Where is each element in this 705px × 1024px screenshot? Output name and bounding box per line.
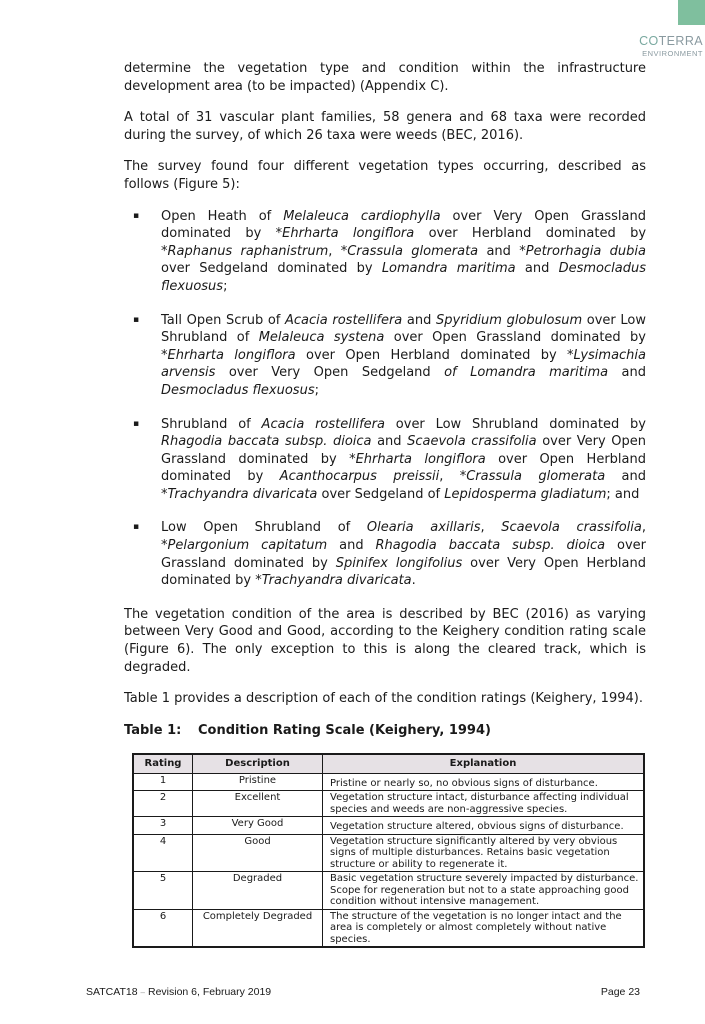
list-item bbox=[124, 519, 646, 589]
table-header-row bbox=[133, 754, 644, 773]
text-run: , * bbox=[328, 243, 348, 259]
header-description: Description bbox=[193, 754, 323, 773]
species-name: Melaleuca cardiophylla bbox=[283, 208, 441, 224]
text-run: and * bbox=[478, 243, 526, 259]
cell-explanation: Vegetation structure significantly altered by very obvious signs of multiple disturbances. Retains basic vegetation structure or ability to regenerate it. bbox=[323, 834, 645, 872]
species-name: Spyridium globulosum bbox=[436, 312, 583, 328]
text-run: Shrubland of bbox=[161, 416, 262, 432]
paragraph-3: The survey found four different vegetation types occurring, described as follows (Figure 5): bbox=[124, 159, 646, 192]
corner-tab bbox=[678, 0, 705, 25]
text-run: over Sedgeland of bbox=[317, 486, 445, 502]
cell-explanation: The structure of the vegetation is no longer intact and the area is completely or almost completely without native species. bbox=[323, 909, 645, 947]
cell-description: Completely Degraded bbox=[193, 909, 323, 947]
page-number: Page 23 bbox=[600, 986, 640, 998]
revision-info: Revision 6, February 2019 bbox=[148, 986, 272, 998]
text-run: and bbox=[402, 312, 437, 328]
text-run: over Very Open Grassland dominated by * bbox=[161, 434, 646, 467]
species-name: Acanthocarpus preissii bbox=[279, 469, 440, 485]
text-run: , * bbox=[161, 520, 647, 554]
text-run: over Open Herbland dominated by * bbox=[295, 347, 574, 363]
cell-explanation: Vegetation structure altered, obvious signs of disturbance. bbox=[323, 817, 645, 835]
species-name: Ehrharta longiflora bbox=[355, 451, 486, 467]
logo-wordmark-b: TERRA bbox=[658, 34, 703, 48]
page-content bbox=[124, 60, 646, 948]
condition-rating-table bbox=[132, 753, 645, 948]
bullet-icon: ▪ bbox=[133, 210, 140, 221]
cell-rating: 5 bbox=[133, 872, 193, 910]
paragraph-4: The vegetation condition of the area is described by BEC (2016) as varying between Very Good and Good, according to the Keighery condition rating scale (Figure 6). The only exception to this is along the cleared track, which is degraded. bbox=[124, 606, 646, 675]
cell-rating: 2 bbox=[133, 791, 193, 817]
species-name: Crassula glomerata bbox=[466, 469, 606, 485]
text-run: and bbox=[327, 538, 376, 554]
cell-explanation: Basic vegetation structure severely impacted by disturbance. Scope for regeneration but not to a state approaching good condition without intensive management. bbox=[323, 872, 645, 910]
species-name: Desmocladus flexuosus bbox=[161, 382, 315, 398]
species-name: Melaleuca systena bbox=[258, 330, 385, 346]
text-run: ; bbox=[314, 382, 319, 398]
cell-rating: 4 bbox=[133, 834, 193, 872]
text-run: over Grassland dominated by bbox=[161, 538, 646, 571]
text-run: over Low Shrubland dominated by bbox=[384, 416, 646, 432]
vegetation-type-2 bbox=[161, 313, 646, 398]
species-name: Spinifex longifolius bbox=[335, 555, 463, 571]
document-id: SATCAT18 bbox=[86, 986, 138, 998]
text-run: over Very Open Grassland dominated by * bbox=[161, 208, 646, 242]
logo-subtitle: ENVIRONMENT bbox=[642, 48, 703, 58]
table-row bbox=[133, 834, 644, 872]
text-run: and * bbox=[161, 469, 646, 502]
species-name: Scaevola crassifolia bbox=[407, 434, 537, 450]
footer-separator: – bbox=[140, 988, 145, 997]
bullet-icon: ▪ bbox=[133, 418, 140, 429]
species-name: Lomandra maritima bbox=[381, 261, 516, 277]
cell-rating: 6 bbox=[133, 909, 193, 947]
list-item bbox=[124, 416, 646, 504]
species-name: Trachyandra divaricata bbox=[167, 486, 318, 502]
text-run: over Herbland dominated by * bbox=[161, 226, 647, 259]
species-name: of Lomandra maritima bbox=[444, 365, 609, 381]
text-run: Open Heath of bbox=[161, 208, 284, 224]
text-run: and bbox=[515, 261, 559, 277]
species-name: Rhagodia baccata subsp. dioica bbox=[375, 538, 606, 554]
species-name: Lysimachia arvensis bbox=[161, 347, 646, 381]
text-run: and bbox=[608, 365, 646, 381]
paragraph-1: determine the vegetation type and condition within the infrastructure development area (to be impacted) (Appendix C). bbox=[124, 61, 646, 94]
table-row bbox=[133, 817, 644, 835]
table-number: Table 1: bbox=[124, 722, 182, 738]
header-rating: Rating bbox=[133, 754, 193, 773]
text-run: . bbox=[411, 573, 416, 589]
coterra-logo bbox=[639, 35, 703, 57]
vegetation-type-4 bbox=[161, 520, 646, 588]
species-name: Olearia axillaris bbox=[366, 520, 481, 536]
species-name: Trachyandra divaricata bbox=[261, 573, 412, 589]
table-title: Condition Rating Scale (Keighery, 1994) bbox=[198, 722, 491, 738]
text-run: , * bbox=[439, 469, 467, 485]
text-run: and bbox=[371, 434, 408, 450]
cell-description: Very Good bbox=[193, 817, 323, 835]
species-name: Desmocladus flexuosus bbox=[161, 261, 646, 294]
paragraph-2: A total of 31 vascular plant families, 58 genera and 68 taxa were recorded during the survey, of which 26 taxa were weeds (BEC, 2016). bbox=[124, 110, 646, 143]
bullet-icon: ▪ bbox=[133, 522, 140, 533]
table-row bbox=[133, 909, 644, 947]
text-run: , bbox=[480, 520, 502, 536]
text-run: over Open Herbland dominated by bbox=[161, 451, 646, 485]
table-row bbox=[133, 791, 644, 817]
table-caption bbox=[124, 722, 646, 740]
text-run: Low Open Shrubland of bbox=[161, 520, 367, 536]
species-name: Ehrharta longiflora bbox=[167, 347, 296, 363]
text-run: over Sedgeland dominated by bbox=[161, 261, 382, 277]
species-name: Scaevola crassifolia bbox=[501, 520, 642, 536]
cell-description: Degraded bbox=[193, 872, 323, 910]
text-run: over Low Shrubland of bbox=[161, 312, 646, 346]
footer-left bbox=[86, 986, 271, 998]
species-name: Rhagodia baccata subsp. dioica bbox=[161, 434, 372, 450]
species-name: Crassula glomerata bbox=[347, 243, 479, 259]
logo-wordmark bbox=[639, 35, 703, 48]
species-name: Acacia rostellifera bbox=[285, 312, 403, 328]
bullet-icon: ▪ bbox=[133, 314, 140, 325]
paragraph-5: Table 1 provides a description of each of the condition ratings (Keighery, 1994). bbox=[124, 691, 643, 707]
table-row bbox=[133, 872, 644, 910]
species-name: Petrorhagia dubia bbox=[525, 243, 646, 259]
vegetation-type-3 bbox=[161, 417, 646, 502]
cell-description: Excellent bbox=[193, 791, 323, 817]
cell-explanation: Vegetation structure intact, disturbance affecting individual species and weeds are non-aggressive species. bbox=[323, 791, 645, 817]
cell-rating: 1 bbox=[133, 773, 193, 791]
text-run: ; and bbox=[606, 486, 640, 502]
species-name: Acacia rostellifera bbox=[261, 416, 385, 432]
text-run: over Very Open Herbland dominated by * bbox=[161, 555, 646, 589]
list-item bbox=[124, 312, 646, 400]
text-run: over Open Grassland dominated by * bbox=[161, 330, 646, 363]
header-explanation: Explanation bbox=[323, 754, 645, 773]
species-name: Raphanus raphanistrum bbox=[167, 243, 329, 259]
cell-description: Pristine bbox=[193, 773, 323, 791]
text-run: Tall Open Scrub of bbox=[161, 312, 286, 328]
logo-wordmark-a: CO bbox=[639, 34, 659, 48]
species-name: Lepidosperma gladiatum bbox=[444, 486, 607, 502]
species-name: Ehrharta longiflora bbox=[282, 226, 415, 242]
vegetation-type-1 bbox=[161, 209, 646, 294]
vegetation-types-list bbox=[124, 208, 646, 590]
cell-description: Good bbox=[193, 834, 323, 872]
text-run: ; bbox=[223, 278, 228, 294]
cell-rating: 3 bbox=[133, 817, 193, 835]
list-item bbox=[124, 208, 646, 296]
species-name: Pelargonium capitatum bbox=[167, 538, 328, 554]
table-row bbox=[133, 773, 644, 791]
text-run: over Very Open Sedgeland bbox=[215, 365, 445, 381]
cell-explanation: Pristine or nearly so, no obvious signs of disturbance. bbox=[323, 773, 645, 791]
